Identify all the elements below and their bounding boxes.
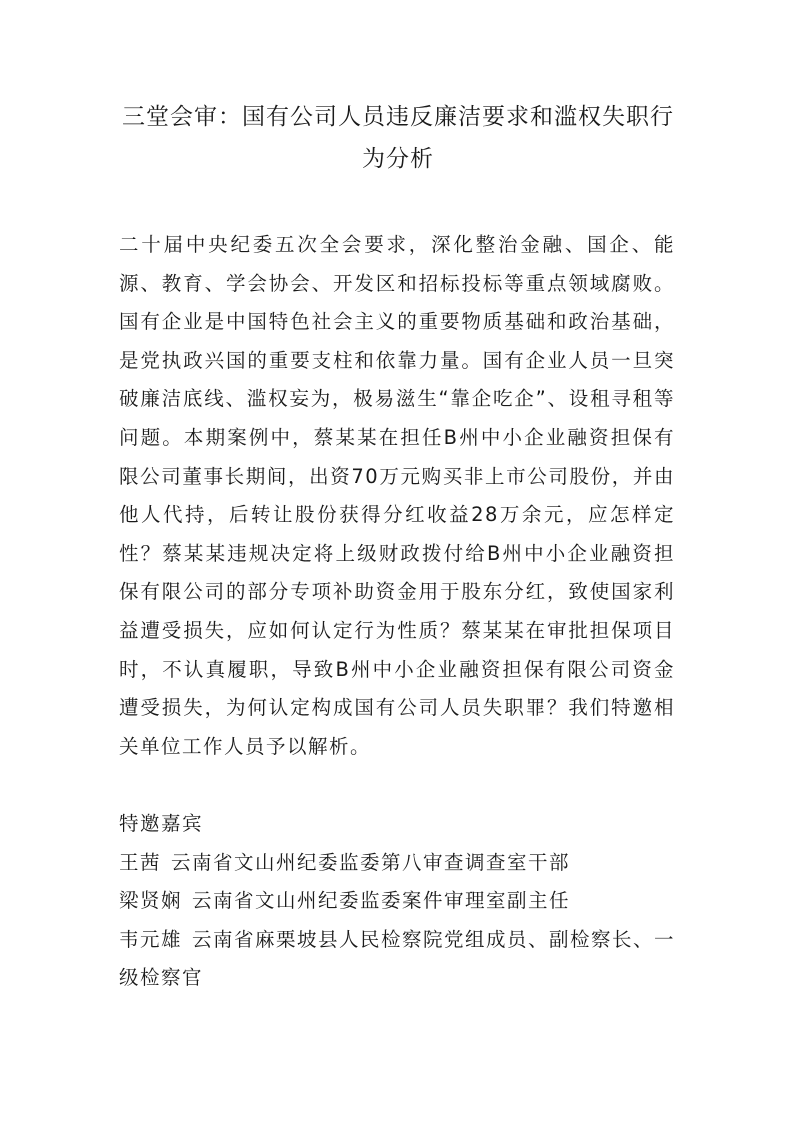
guest-name: 梁贤娴	[119, 889, 183, 913]
guest-name: 韦元雄	[119, 927, 183, 951]
document-title: 三堂会审：国有公司人员违反廉洁要求和滥权失职行为分析	[122, 104, 674, 172]
guest-role: 云南省文山州纪委监委案件审理室副主任	[192, 889, 571, 913]
guests-heading: 特邀嘉宾	[119, 812, 204, 835]
guest-role: 云南省麻栗坡县人民检察院党组成员、副检察长、一级检察官	[119, 927, 676, 990]
guest-item	[119, 882, 679, 921]
intro-paragraph: 二十届中央纪委五次全会要求，深化整治金融、国企、能源、教育、学会协会、开发区和招标投标等重点领域腐败。国有企业是中国特色社会主义的重要物质基础和政治基础，是党执政兴国的重要支柱和依靠力量。国有企业人员一旦突破廉洁底线、滥权妄为，极易滋生“靠企吃企”、设租寻租等问题。本期案例中，蔡某某在担任B州中小企业融资担保有限公司董事长期间，出资70万元购买非上市公司股份，并由他人代持，后转让股份获得分红收益28万余元，应怎样定性？蔡某某违规决定将上级财政拨付给B州中小企业融资担保有限公司的部分专项补助资金用于股东分红，致使国家利益遭受损失，应如何认定行为性质？蔡某某在审批担保项目时，不认真履职，导致B州中小企业融资担保有限公司资金遭受损失，为何认定构成国有公司人员失职罪？我们特邀相关单位工作人员予以解析。	[119, 233, 675, 758]
guest-name: 王茜	[119, 850, 162, 874]
guest-item	[119, 921, 679, 998]
guest-item	[119, 844, 679, 883]
guest-list	[119, 805, 679, 998]
guest-role: 云南省文山州纪委监委第八审查调查室干部	[171, 850, 571, 874]
